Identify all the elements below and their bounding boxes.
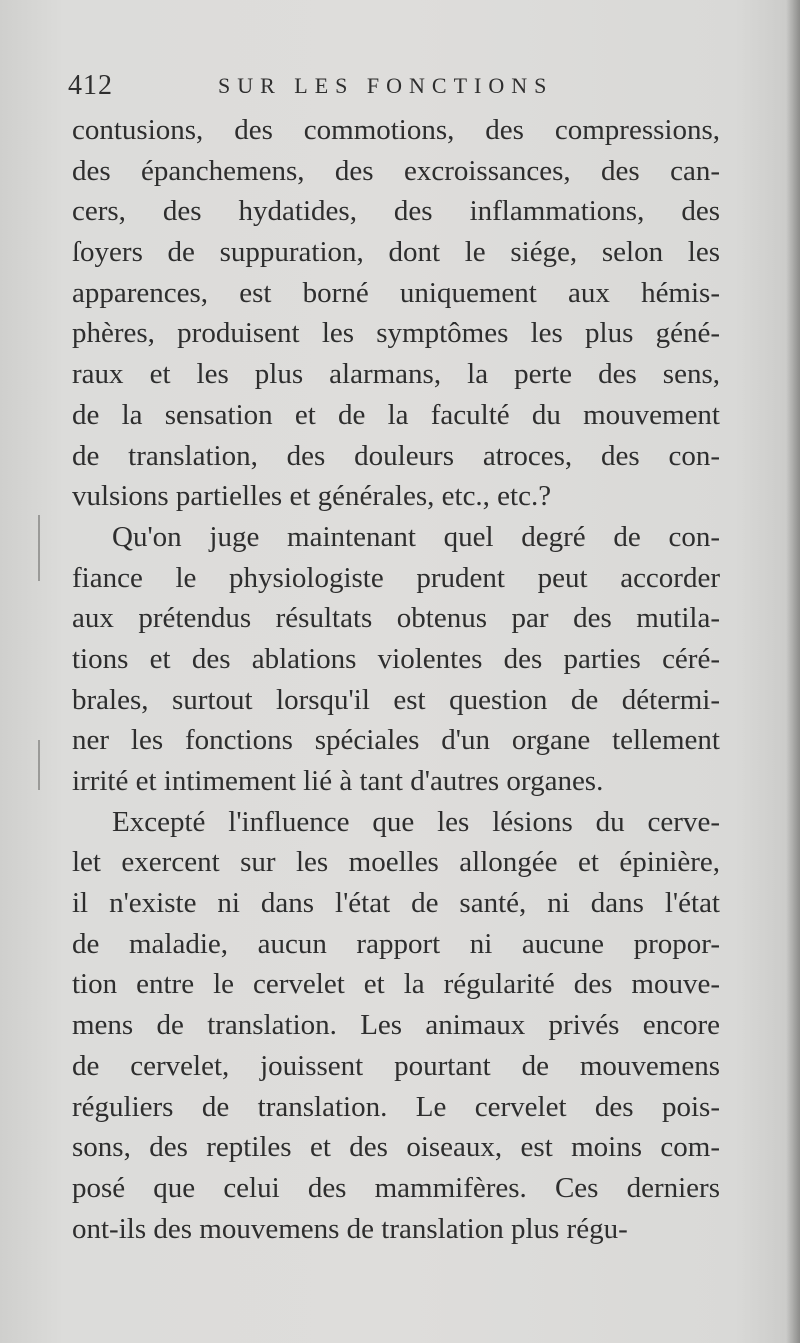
- text-line: vulsions partielles et générales, etc., etc.?: [72, 480, 552, 513]
- text-line: brales, surtout lorsqu'il est question de détermi-: [72, 683, 720, 716]
- text-line: ſoyers de suppuration, dont le siége, selon les: [72, 236, 720, 269]
- text-line: irrité et intimement lié à tant d'autres organes.: [72, 765, 604, 797]
- margin-bracket-mark: [38, 515, 40, 581]
- text-line: ner les fonctions spéciales d'un organe tellement: [72, 724, 720, 757]
- page-header: [68, 66, 708, 106]
- text-line: apparences, est borné uniquement aux hémis-: [72, 276, 720, 309]
- text-line: posé que celui des mammifères. Ces derniers: [72, 1171, 720, 1204]
- text-line: de translation, des douleurs atroces, des con-: [72, 439, 720, 472]
- text-line: de la sensation et de la faculté du mouvement: [72, 398, 720, 431]
- margin-bracket-mark: [38, 740, 40, 790]
- text-line: cers, des hydatides, des inflammations, des: [72, 195, 720, 228]
- text-line: réguliers de translation. Le cervelet des pois-: [72, 1090, 720, 1123]
- body-text: [72, 110, 720, 1249]
- page-edge-shadow: [786, 0, 800, 1343]
- text-line: mens de translation. Les animaux privés encore: [72, 1009, 720, 1042]
- text-line: aux prétendus résultats obtenus par des mutila-: [72, 602, 720, 635]
- text-line: fiance le physiologiste prudent peut accorder: [72, 561, 720, 594]
- text-line: ont-ils des mouvemens de translation plus régu-: [72, 1212, 628, 1245]
- running-head: SUR LES FONCTIONS: [218, 73, 554, 98]
- text-line: Qu'on juge maintenant quel degré de con-: [112, 520, 720, 553]
- text-line: raux et les plus alarmans, la perte des sens,: [72, 358, 720, 391]
- text-line: sons, des reptiles et des oiseaux, est moins com-: [72, 1131, 720, 1164]
- text-line: de maladie, aucun rapport ni aucune propor-: [72, 927, 720, 960]
- text-line: let exercent sur les moelles allongée et épinière,: [72, 846, 720, 879]
- text-line: tions et des ablations violentes des parties céré-: [72, 642, 720, 675]
- text-line: Excepté l'influence que les lésions du cerve-: [112, 805, 720, 838]
- text-line: de cervelet, jouissent pourtant de mouvemens: [72, 1049, 720, 1082]
- paragraph: [72, 517, 720, 802]
- paragraph: [72, 802, 720, 1250]
- text-line: des épanchemens, des excroissances, des can-: [72, 154, 720, 187]
- text-line: tion entre le cervelet et la régularité des mouve-: [72, 968, 720, 1001]
- text-line: il n'existe ni dans l'état de santé, ni dans l'état: [72, 887, 720, 920]
- text-line: contusions, des commotions, des compressions,: [72, 114, 720, 146]
- paragraph: [72, 110, 720, 517]
- page-number: 412: [68, 70, 113, 101]
- text-line: phères, produisent les symptômes les plus géné-: [72, 317, 720, 350]
